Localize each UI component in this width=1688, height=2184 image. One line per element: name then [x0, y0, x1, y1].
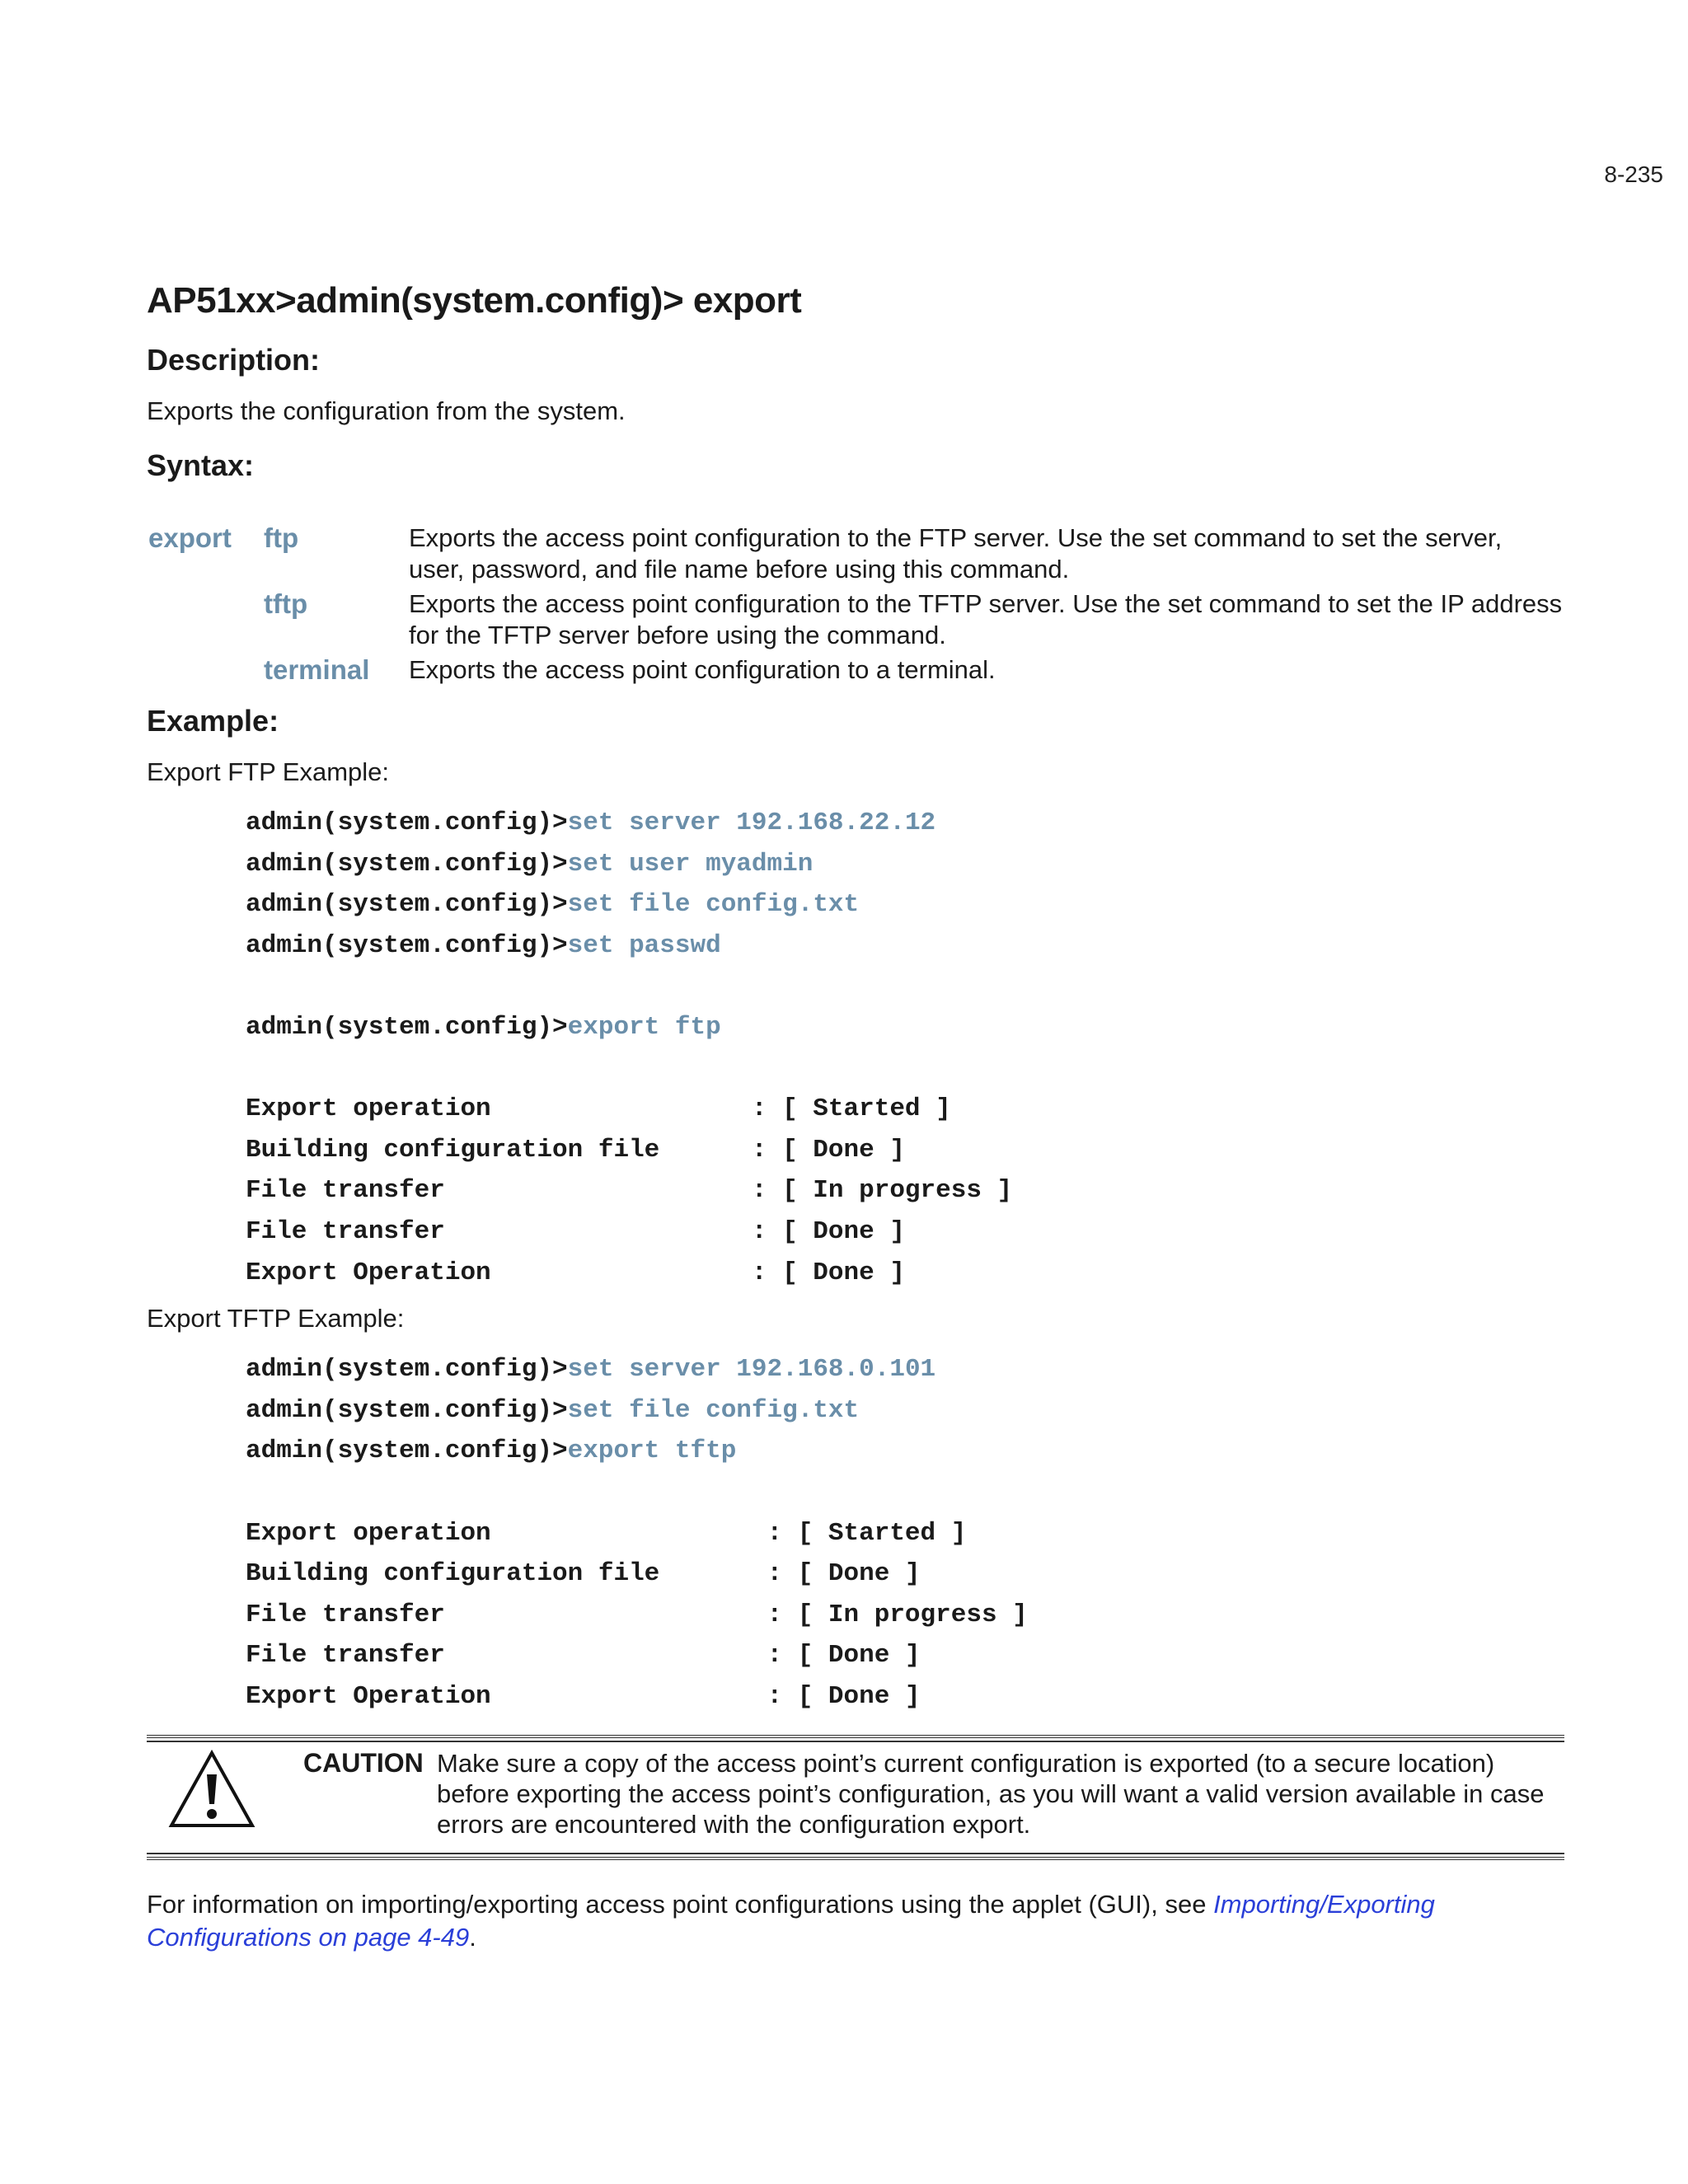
- tftp-example-label: Export TFTP Example:: [147, 1304, 405, 1333]
- code-line: admin(system.config)>set file config.txt: [246, 1395, 860, 1425]
- code-line: admin(system.config)>export tftp: [246, 1436, 737, 1466]
- code-output-line: Building configuration file : [ Done ]: [246, 1559, 921, 1589]
- code-line-blank: [246, 1048, 1564, 1090]
- syntax-description: Exports the access point configuration to the FTP server. Use the set command to set the server, user, password, and file name before using this command.: [409, 523, 1503, 583]
- caution-text: Make sure a copy of the access point’s current configuration is exported (to a secure location) before exporting the access point’s configuration, as you will want a valid version available in case errors are encountered with the configuration export.: [437, 1749, 1545, 1840]
- code-line-blank: [246, 966, 1564, 1007]
- example-heading: Example:: [147, 704, 279, 738]
- caution-label: CAUTION: [303, 1748, 424, 1779]
- code-line: admin(system.config)>set passwd: [246, 930, 721, 960]
- code-output-line: Export Operation : [ Done ]: [246, 1681, 921, 1711]
- ftp-example-code: [246, 803, 1564, 1293]
- code-output-line: Export operation : [ Started ]: [246, 1094, 951, 1124]
- tftp-example-code: [246, 1349, 1564, 1717]
- syntax-description: Exports the access point configuration to the TFTP server. Use the set command to set the IP address for the TFTP server before using the command.: [409, 589, 1563, 649]
- page-title: AP51xx>admin(system.config)> export: [147, 280, 802, 321]
- syntax-row-ftp: [148, 523, 1563, 588]
- code-line: admin(system.config)>set server 192.168.22.12: [246, 808, 936, 837]
- code-line: admin(system.config)>set file config.txt: [246, 890, 860, 920]
- footer-text: For information on importing/exporting access point configurations using the applet (GUI), see: [147, 1890, 1214, 1919]
- code-output-line: File transfer : [ Done ]: [246, 1216, 905, 1246]
- code-line: admin(system.config)>set server 192.168.0.101: [246, 1355, 936, 1385]
- code-output-line: Building configuration file : [ Done ]: [246, 1135, 905, 1165]
- code-output-line: Export operation : [ Started ]: [246, 1518, 967, 1548]
- syntax-option: tftp: [264, 588, 308, 619]
- syntax-command: export: [148, 523, 232, 553]
- syntax-row-tftp: [148, 588, 1563, 654]
- description-heading: Description:: [147, 343, 321, 377]
- description-text: Exports the configuration from the system.: [147, 396, 626, 425]
- syntax-option: terminal: [264, 654, 370, 685]
- page-number: 8-235: [1604, 162, 1663, 187]
- cross-reference-link[interactable]: Importing/Exporting Configurations on page 4-49: [147, 1890, 1435, 1952]
- code-output-line: File transfer : [ In progress ]: [246, 1600, 1028, 1629]
- code-line: admin(system.config)>set user myadmin: [246, 849, 814, 879]
- footer-note: [147, 1888, 1564, 1954]
- footer-text-end: .: [469, 1923, 476, 1952]
- code-line: admin(system.config)>export ftp: [246, 1012, 721, 1042]
- syntax-row-terminal: [148, 654, 1563, 687]
- syntax-heading: Syntax:: [147, 448, 255, 482]
- caution-box: [147, 1735, 1564, 1860]
- syntax-option: ftp: [264, 523, 299, 553]
- syntax-description: Exports the access point configuration to a terminal.: [409, 655, 996, 684]
- code-line-blank: [246, 1472, 1564, 1513]
- code-output-line: File transfer : [ Done ]: [246, 1641, 921, 1671]
- warning-triangle-icon: [168, 1750, 256, 1829]
- code-output-line: File transfer : [ In progress ]: [246, 1176, 1013, 1206]
- syntax-table: [148, 523, 1563, 687]
- ftp-example-label: Export FTP Example:: [147, 757, 390, 786]
- page-content: [147, 280, 1564, 1954]
- code-output-line: Export Operation : [ Done ]: [246, 1258, 905, 1287]
